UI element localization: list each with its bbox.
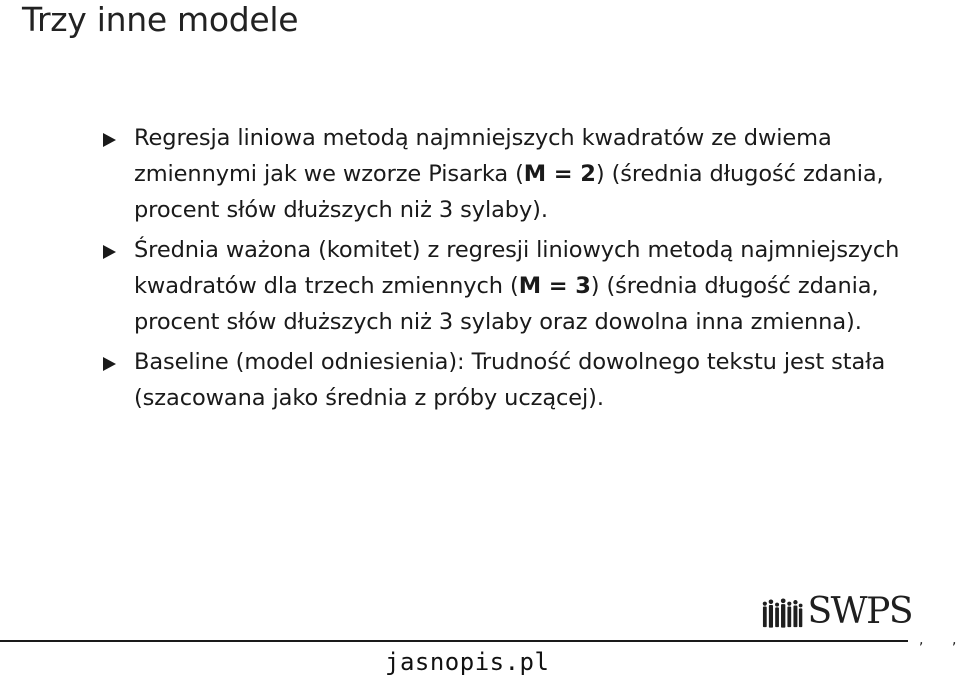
swps-logo [762, 588, 912, 632]
bullet-item-3 [100, 344, 920, 416]
bullet-2-text-after: ) (średnia długość zdania, procent słów dłuższych niż 3 sylaby oraz dowolna inna zmienna). [134, 273, 879, 335]
triangle-bullet-icon [103, 245, 116, 259]
bullet-1-text-after: ) (średnia długość zdania, procent słów dłuższych niż 3 sylaby). [134, 161, 884, 223]
triangle-bullet-icon [103, 133, 116, 147]
swps-logo-text: SWPS [807, 591, 912, 632]
footer-tick-right: , [952, 632, 957, 648]
footer-url: jasnopis.pl [385, 648, 550, 676]
bullet-1-text-before: Regresja liniowa metodą najmniejszych kwadratów ze dwiema zmiennymi jak we wzorze Pisarka ( [134, 125, 832, 187]
bullet-2-math: M = 3 [518, 273, 591, 299]
bullet-2-text-before: Średnia ważona (komitet) z regresji liniowych metodą najmniejszych kwadratów dla trzech zmiennych ( [134, 237, 900, 299]
slide-title: Trzy inne modele [22, 0, 299, 39]
footer-divider [0, 640, 908, 642]
bullet-3-text: Baseline (model odniesienia): Trudność dowolnego tekstu jest stała (szacowana jako średnia z próby uczącej). [134, 349, 886, 411]
footer-tick-left: , [919, 632, 924, 648]
people-silhouettes-icon [762, 596, 803, 632]
bullet-item-1 [100, 120, 920, 228]
bullet-1-math: M = 2 [523, 161, 596, 187]
triangle-bullet-icon [103, 357, 116, 371]
bullet-list [100, 120, 920, 416]
bullet-item-2 [100, 232, 920, 340]
